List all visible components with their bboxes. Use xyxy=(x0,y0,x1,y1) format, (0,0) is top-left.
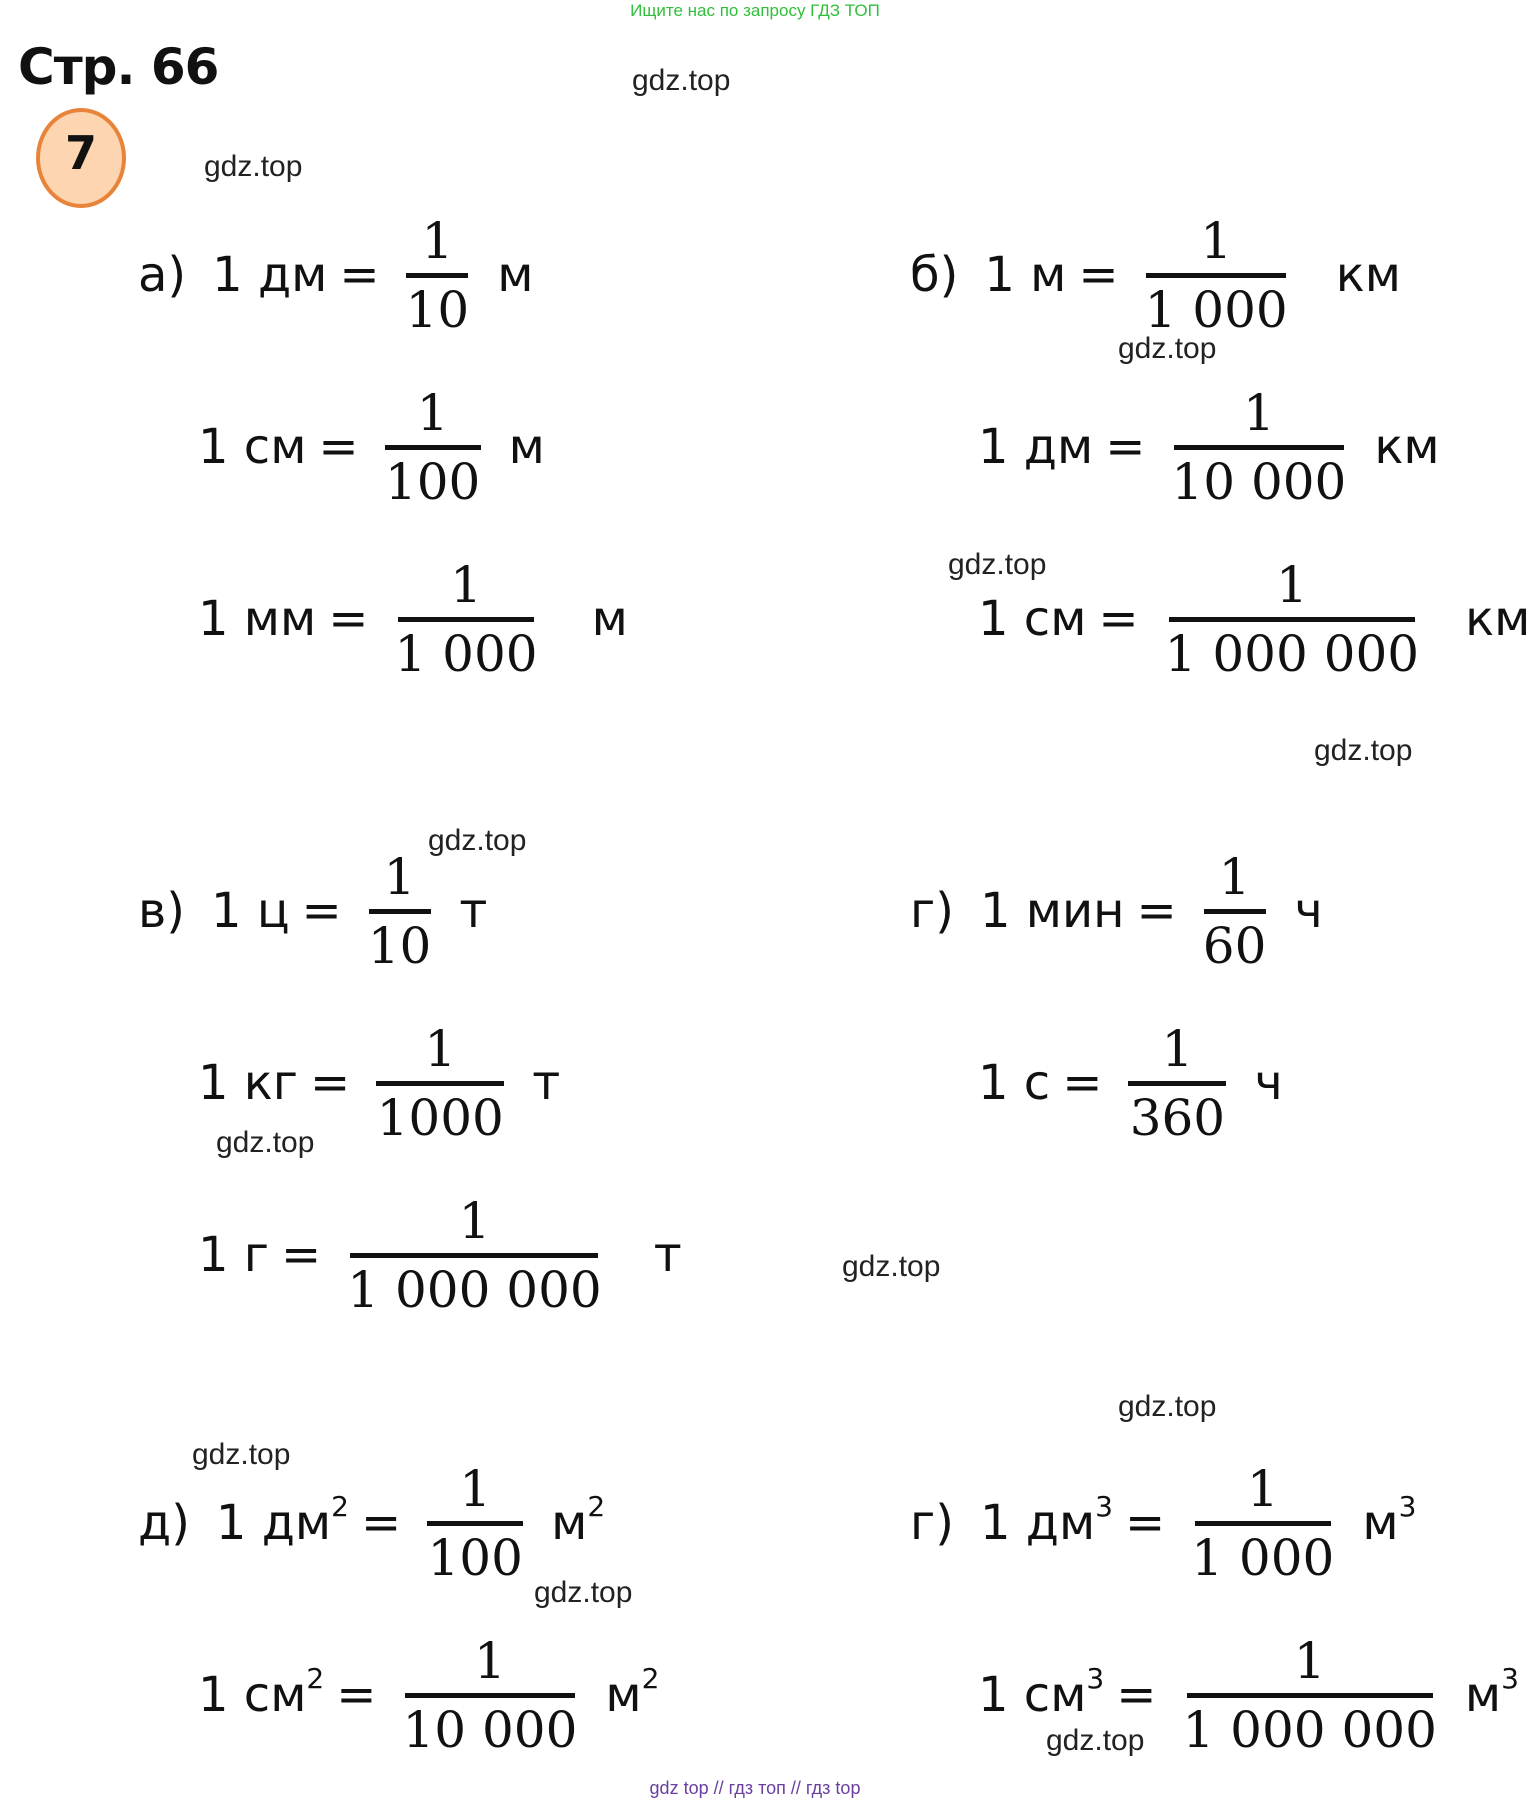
numerator: 1 xyxy=(1293,1631,1326,1690)
equation-a2 xyxy=(198,372,545,522)
equation-lhs: 1 мм xyxy=(198,591,317,647)
exponent: 2 xyxy=(587,1490,606,1523)
fraction xyxy=(402,1629,577,1762)
equation-b3 xyxy=(978,544,1530,694)
equation-a1 xyxy=(138,200,533,350)
equals-sign: = xyxy=(1062,1055,1103,1111)
numerator: 1 xyxy=(458,1191,491,1250)
fraction xyxy=(1128,1017,1226,1150)
task-number-badge xyxy=(36,108,126,208)
unit: км xyxy=(1335,247,1401,303)
denominator: 360 xyxy=(1129,1088,1226,1147)
unit: т xyxy=(653,1227,682,1283)
equation-lhs: 1 мин xyxy=(979,883,1125,939)
watermark: gdz.top xyxy=(1314,734,1413,767)
denominator: 1 000 000 xyxy=(347,1260,602,1319)
numerator: 1 xyxy=(1246,1459,1279,1518)
task-number: 7 xyxy=(64,126,97,180)
equation-d1 xyxy=(138,1448,605,1598)
equation-b2 xyxy=(978,372,1440,522)
equals-sign: = xyxy=(1105,419,1146,475)
equation-lhs: 1 см xyxy=(978,591,1087,647)
unit: т xyxy=(459,883,488,939)
unit xyxy=(605,1662,660,1723)
equation-lhs xyxy=(979,1490,1113,1551)
equation-v3 xyxy=(198,1180,682,1330)
watermark: gdz.top xyxy=(192,1438,291,1471)
equals-sign: = xyxy=(1136,883,1177,939)
equation-lhs: 1 г xyxy=(198,1227,270,1283)
unit-text: м xyxy=(1464,1667,1502,1723)
unit: т xyxy=(532,1055,561,1111)
equals-sign: = xyxy=(328,591,369,647)
equation-d2 xyxy=(198,1620,659,1770)
equals-sign: = xyxy=(301,883,342,939)
equation-lhs: 1 м xyxy=(984,247,1067,303)
equation-lhs: 1 дм xyxy=(978,419,1094,475)
watermark: gdz.top xyxy=(204,150,303,183)
equals-sign: = xyxy=(1078,247,1119,303)
watermark: gdz.top xyxy=(842,1250,941,1283)
unit-text: м xyxy=(1362,1495,1399,1551)
equation-lhs: 1 кг xyxy=(198,1055,299,1111)
unit xyxy=(1464,1662,1519,1723)
numerator: 1 xyxy=(1242,383,1275,442)
denominator: 1 000 xyxy=(394,624,538,683)
page-title: Стр. 66 xyxy=(18,38,219,96)
equation-lhs: 1 дм xyxy=(212,247,328,303)
equation-lhs: 1 ц xyxy=(211,883,290,939)
lhs-text: 1 дм xyxy=(979,1495,1096,1551)
lhs-text: 1 см xyxy=(198,1667,307,1723)
unit: м xyxy=(508,419,545,475)
lhs-text: 1 дм xyxy=(215,1495,332,1551)
watermark: gdz.top xyxy=(1118,1390,1217,1423)
numerator: 1 xyxy=(421,211,454,270)
denominator: 10 xyxy=(405,280,470,339)
item-label: г) xyxy=(910,883,954,939)
numerator: 1 xyxy=(450,555,482,614)
exponent: 2 xyxy=(641,1662,660,1695)
watermark: gdz.top xyxy=(216,1126,315,1159)
lhs-text: 1 см xyxy=(978,1667,1087,1723)
exponent: 3 xyxy=(1086,1662,1105,1695)
numerator: 1 xyxy=(1200,211,1233,270)
denominator: 1 000 000 xyxy=(1164,624,1420,683)
item-label: в) xyxy=(138,883,186,939)
equation-lhs: 1 см xyxy=(198,419,307,475)
denominator: 1 000 000 xyxy=(1182,1700,1437,1759)
equation-lhs xyxy=(198,1662,325,1723)
fraction xyxy=(1165,553,1419,686)
equation-g2 xyxy=(978,1008,1283,1158)
equation-lhs: 1 с xyxy=(978,1055,1051,1111)
denominator: 1000 xyxy=(376,1088,504,1147)
fraction xyxy=(1145,209,1288,342)
numerator: 1 xyxy=(416,383,449,442)
equation-a3 xyxy=(198,544,628,694)
fraction xyxy=(1203,845,1267,978)
numerator: 1 xyxy=(424,1019,457,1078)
watermark: gdz.top xyxy=(1118,332,1217,365)
equation-g1 xyxy=(910,836,1323,986)
item-label: г) xyxy=(910,1495,954,1551)
equation-lhs xyxy=(978,1662,1105,1723)
equation-lhs xyxy=(215,1490,349,1551)
equals-sign: = xyxy=(1124,1495,1166,1551)
numerator: 1 xyxy=(1275,555,1308,614)
equals-sign: = xyxy=(360,1495,402,1551)
fraction xyxy=(1182,1629,1436,1762)
exponent: 2 xyxy=(306,1662,325,1695)
item-label: д) xyxy=(138,1495,190,1551)
equals-sign: = xyxy=(1116,1667,1157,1723)
watermark: gdz.top xyxy=(948,548,1047,581)
unit: км xyxy=(1374,419,1440,475)
watermark: gdz.top xyxy=(534,1576,633,1609)
fraction xyxy=(368,845,432,978)
unit xyxy=(1362,1490,1417,1551)
denominator: 100 xyxy=(427,1528,523,1587)
denominator: 1 000 xyxy=(1144,280,1288,339)
numerator: 1 xyxy=(1218,847,1251,906)
footer-links[interactable]: gdz top // гдз топ // гдз top xyxy=(649,1778,861,1798)
denominator: 10 000 xyxy=(402,1700,578,1759)
equation-e2 xyxy=(978,1620,1519,1770)
equation-v1 xyxy=(138,836,487,986)
fraction xyxy=(1171,381,1346,514)
unit: м xyxy=(497,247,534,303)
unit-text: м xyxy=(605,1667,642,1723)
fraction xyxy=(427,1457,523,1590)
exponent: 3 xyxy=(1501,1662,1519,1695)
denominator: 100 xyxy=(384,452,481,511)
denominator: 60 xyxy=(1202,916,1267,975)
equals-sign: = xyxy=(336,1667,377,1723)
unit: ч xyxy=(1254,1055,1283,1111)
fraction xyxy=(347,1189,601,1322)
equals-sign: = xyxy=(1098,591,1139,647)
top-banner[interactable]: Ищите нас по запросу ГДЗ ТОП xyxy=(630,1,880,20)
equals-sign: = xyxy=(310,1055,351,1111)
item-label: а) xyxy=(138,247,187,303)
item-label: б) xyxy=(910,247,959,303)
unit: м xyxy=(591,591,628,647)
equation-e1 xyxy=(910,1448,1416,1598)
denominator: 10 xyxy=(367,916,432,975)
numerator: 1 xyxy=(459,1459,492,1518)
equals-sign: = xyxy=(339,247,380,303)
denominator: 1 000 xyxy=(1191,1528,1335,1587)
numerator: 1 xyxy=(383,847,416,906)
unit: км xyxy=(1465,591,1530,647)
watermark: gdz.top xyxy=(1046,1724,1145,1757)
unit xyxy=(551,1490,606,1551)
equals-sign: = xyxy=(318,419,359,475)
fraction xyxy=(1191,1457,1334,1590)
exponent: 3 xyxy=(1398,1490,1417,1523)
fraction xyxy=(394,553,537,686)
denominator: 10 000 xyxy=(1171,452,1347,511)
equation-b1 xyxy=(910,200,1401,350)
equals-sign: = xyxy=(281,1227,322,1283)
fraction xyxy=(385,381,481,514)
exponent: 3 xyxy=(1095,1490,1113,1523)
exponent: 2 xyxy=(331,1490,349,1523)
numerator: 1 xyxy=(474,1631,506,1690)
unit-text: м xyxy=(551,1495,588,1551)
numerator: 1 xyxy=(1161,1019,1194,1078)
watermark: gdz.top xyxy=(428,824,527,857)
equation-v2 xyxy=(198,1008,560,1158)
fraction xyxy=(376,1017,504,1150)
watermark: gdz.top xyxy=(632,64,731,97)
unit: ч xyxy=(1294,883,1323,939)
fraction xyxy=(406,209,470,342)
